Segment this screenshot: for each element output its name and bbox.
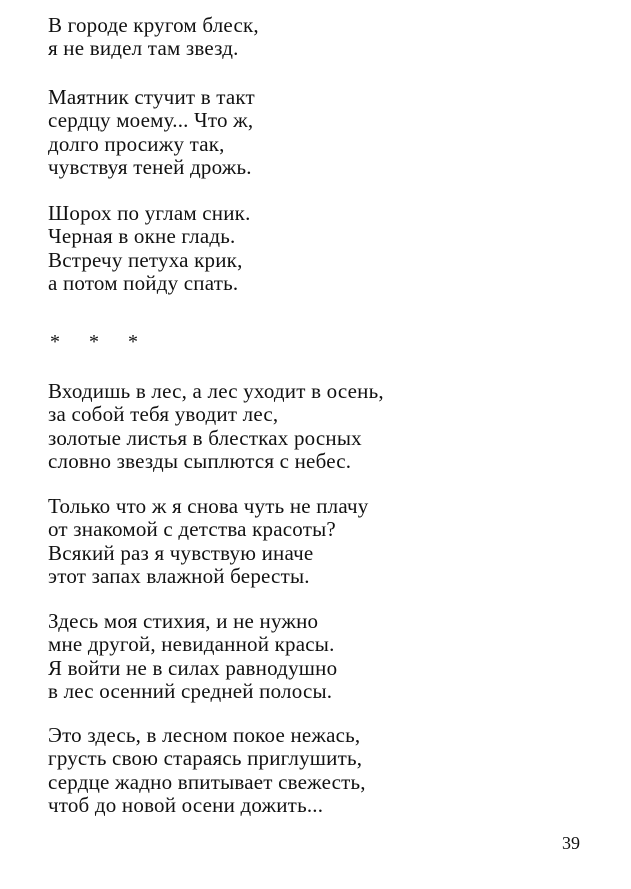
verse-line: Маятник стучит в такт xyxy=(48,85,255,109)
stanza-4 xyxy=(48,380,384,473)
verse-line: я не видел там звезд. xyxy=(48,36,239,61)
verse-line: за собой тебя уводит лес, xyxy=(48,402,279,427)
poem-separator: * * * xyxy=(50,331,150,353)
page-number: 39 xyxy=(562,833,580,853)
verse-line: Только что ж я снова чуть не плачу xyxy=(48,494,369,518)
verse-line: словно звезды сыплются с небес. xyxy=(48,448,352,473)
verse-line: чувствуя теней дрожь. xyxy=(48,154,252,179)
verse-line: золотые листья в блестках росных xyxy=(48,425,362,450)
verse-line: долго просижу так, xyxy=(48,131,225,156)
verse-line: Встречу петуха крик, xyxy=(48,247,243,272)
verse-line: чтоб до новой осени дожить... xyxy=(48,792,324,817)
verse-line: а потом пойду спать. xyxy=(48,270,239,295)
verse-line: этот запах влажной бересты. xyxy=(48,563,310,588)
verse-line: Шорох по углам сник. xyxy=(48,201,251,225)
stanza-7 xyxy=(48,724,366,817)
stanza-2 xyxy=(48,86,255,179)
verse-line: Черная в окне гладь. xyxy=(48,224,236,249)
verse-line: Я войти не в силах равнодушно xyxy=(48,655,338,680)
verse-line: от знакомой с детства красоты? xyxy=(48,517,336,542)
verse-line: сердце жадно впитывает свежесть, xyxy=(48,769,366,794)
verse-line: грусть свою стараясь приглушить, xyxy=(48,746,363,771)
stanza-5 xyxy=(48,495,369,588)
verse-line: Это здесь, в лесном покое нежась, xyxy=(48,723,361,747)
verse-line: В городе кругом блеск, xyxy=(48,13,259,37)
verse-line: Входишь в лес, а лес уходит в осень, xyxy=(48,379,384,403)
verse-line: Здесь моя стихия, и не нужно xyxy=(48,609,319,633)
stanza-1 xyxy=(48,14,259,61)
verse-line: Всякий раз я чувствую иначе xyxy=(48,540,314,565)
stanza-3 xyxy=(48,202,251,295)
verse-line: мне другой, невиданной красы. xyxy=(48,632,335,657)
verse-line: сердцу моему... Что ж, xyxy=(48,108,254,133)
stanza-6 xyxy=(48,610,337,703)
verse-line: в лес осенний средней полосы. xyxy=(48,678,333,703)
